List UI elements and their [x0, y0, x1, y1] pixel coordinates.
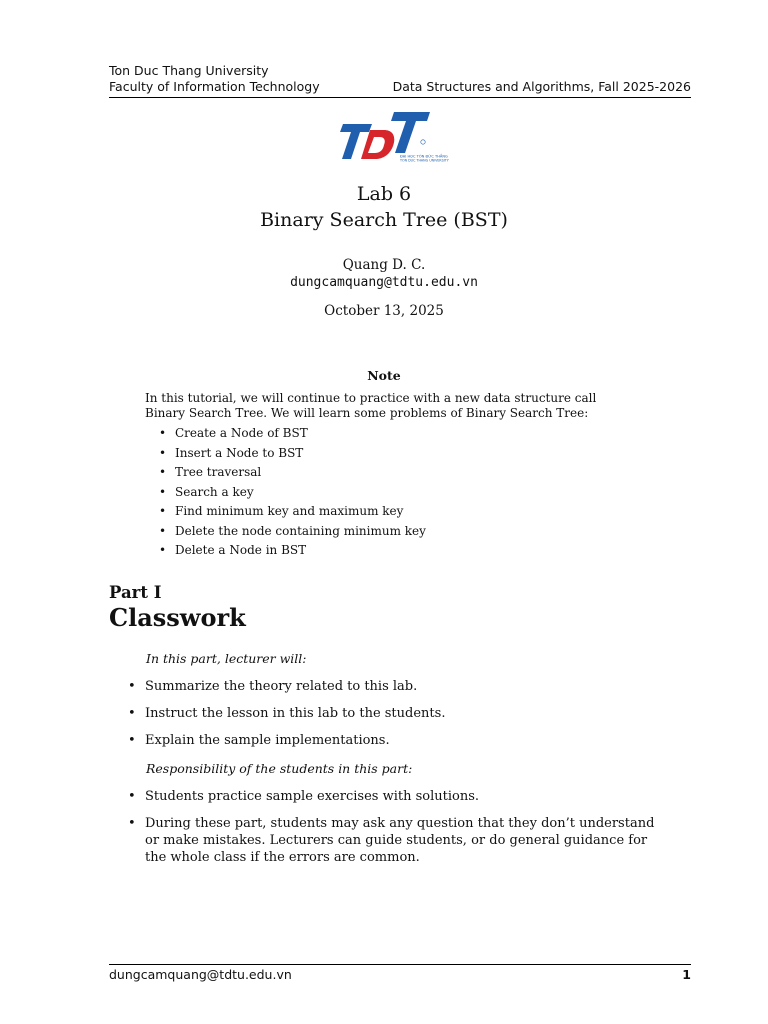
lab-title: Lab 6 — [356, 183, 412, 205]
header-divider — [109, 97, 691, 98]
note-text: In this tutorial, we will continue to practice with a new data structure call Binary Search Tree. We will learn some problems of Binary Search Tree: — [145, 391, 597, 420]
list-item: • Summarize the theory related to this lab. — [128, 678, 668, 695]
part-label: Part I — [109, 583, 162, 602]
student-list — [128, 788, 668, 876]
author-name: Quang D. C. — [342, 257, 426, 273]
page-number: 1 — [682, 967, 691, 982]
list-item: • Instruct the lesson in this lab to the students. — [128, 705, 668, 722]
list-item: • Insert a Node to BST — [159, 444, 426, 464]
tdt-logo — [334, 108, 449, 164]
list-item: • During these part, students may ask any question that they don’t understand or make mistakes. Lecturers can guide students, or do general guidance for the whole class if the errors are common. — [128, 815, 668, 866]
note-heading: Note — [367, 368, 401, 383]
logo-subtitle-vi: ĐẠI HỌC TÔN ĐỨC THẮNG — [400, 154, 448, 159]
note-list — [159, 424, 426, 561]
part-title: Classwork — [109, 603, 246, 632]
footer-divider — [109, 964, 691, 965]
document-date: October 13, 2025 — [324, 303, 444, 319]
header-faculty: Faculty of Information Technology — [109, 79, 320, 94]
list-item: • Find minimum key and maximum key — [159, 502, 426, 522]
list-item: • Explain the sample implementations. — [128, 732, 668, 749]
list-item: • Tree traversal — [159, 463, 426, 483]
lecturer-list — [128, 678, 668, 759]
list-item: • Search a key — [159, 483, 426, 503]
list-item: • Delete the node containing minimum key — [159, 522, 426, 542]
header-university: Ton Duc Thang University — [109, 63, 269, 78]
list-item: • Create a Node of BST — [159, 424, 426, 444]
list-item: • Delete a Node in BST — [159, 541, 426, 561]
header-course: Data Structures and Algorithms, Fall 2025-2026 — [392, 79, 691, 94]
logo-t-right — [391, 112, 430, 153]
page-header — [109, 63, 691, 95]
logo-subtitle-en: TON DUC THANG UNIVERSITY — [400, 158, 449, 163]
topic-title: Binary Search Tree (BST) — [260, 209, 508, 231]
page-footer — [109, 967, 691, 983]
footer-email: dungcamquang@tdtu.edu.vn — [109, 967, 292, 982]
author-email: dungcamquang@tdtu.edu.vn — [290, 275, 478, 290]
student-intro: Responsibility of the students in this part: — [146, 761, 413, 776]
lecturer-intro: In this part, lecturer will: — [146, 651, 307, 666]
logo-d — [361, 130, 394, 159]
list-item: • Students practice sample exercises with solutions. — [128, 788, 668, 805]
